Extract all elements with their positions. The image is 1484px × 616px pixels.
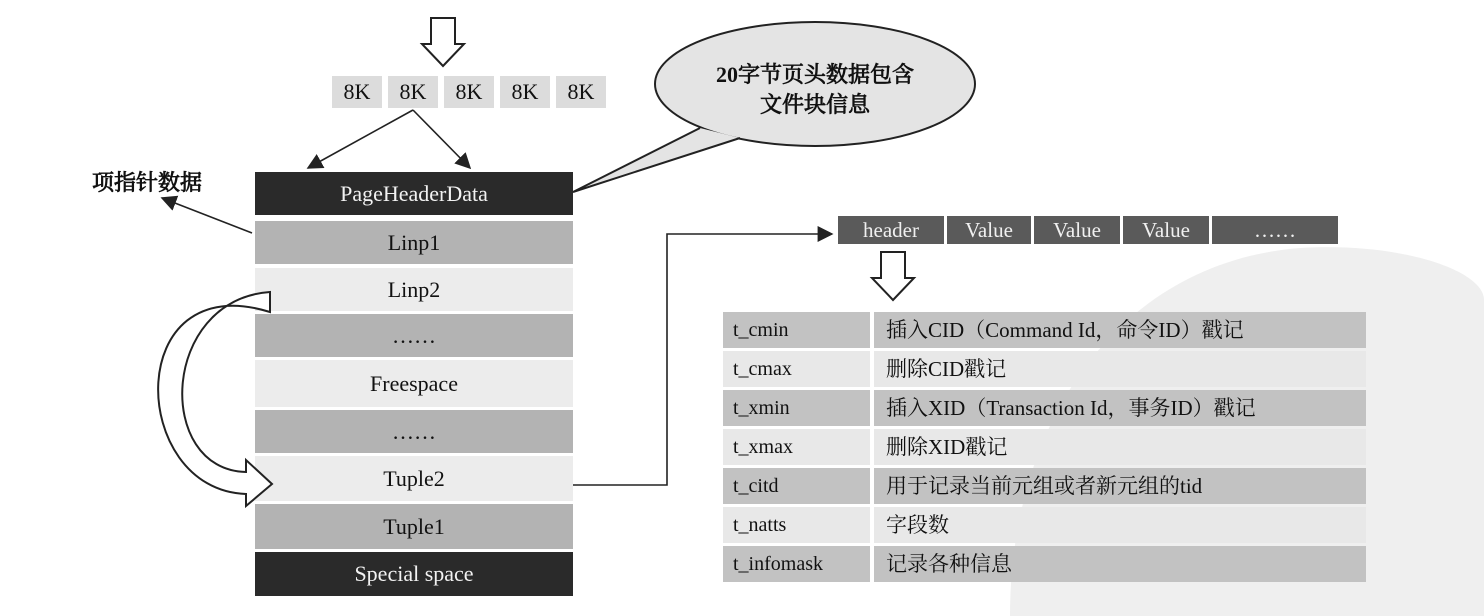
field-description: 字段数 bbox=[874, 507, 1366, 543]
block-8k: 8K bbox=[500, 76, 550, 108]
page-row: …… bbox=[255, 410, 573, 453]
table-row bbox=[723, 546, 1366, 582]
field-name: t_citd bbox=[723, 468, 870, 504]
item-pointer-label: 项指针数据 bbox=[92, 170, 203, 195]
field-name: t_xmax bbox=[723, 429, 870, 465]
strip-cell-value: Value bbox=[947, 216, 1031, 244]
page-row: …… bbox=[255, 314, 573, 357]
page-row: Tuple1 bbox=[255, 504, 573, 549]
field-name: t_cmax bbox=[723, 351, 870, 387]
strip-cell-header: header bbox=[838, 216, 944, 244]
table-row bbox=[723, 468, 1366, 504]
callout-line-1: 20字节页头数据包含 bbox=[715, 62, 914, 87]
field-description: 删除XID戳记 bbox=[874, 429, 1366, 465]
strip-cell-ellipsis: …… bbox=[1212, 216, 1338, 244]
field-description: 插入XID（Transaction Id，事务ID）戳记 bbox=[874, 390, 1366, 426]
callout-line-2: 文件块信息 bbox=[759, 92, 870, 117]
page-row: Linp1 bbox=[255, 221, 573, 264]
field-description: 用于记录当前元组或者新元组的tid bbox=[874, 468, 1366, 504]
field-description: 记录各种信息 bbox=[874, 546, 1366, 582]
block-8k: 8K bbox=[556, 76, 606, 108]
table-row bbox=[723, 390, 1366, 426]
block-8k: 8K bbox=[444, 76, 494, 108]
field-name: t_cmin bbox=[723, 312, 870, 348]
block-8k: 8K bbox=[388, 76, 438, 108]
block-8k: 8K bbox=[332, 76, 382, 108]
table-row bbox=[723, 507, 1366, 543]
field-description: 删除CID戳记 bbox=[874, 351, 1366, 387]
field-name: t_natts bbox=[723, 507, 870, 543]
table-row bbox=[723, 429, 1366, 465]
field-name: t_infomask bbox=[723, 546, 870, 582]
page-row: PageHeaderData bbox=[255, 172, 573, 215]
field-name: t_xmin bbox=[723, 390, 870, 426]
field-description: 插入CID（Command Id，命令ID）戳记 bbox=[874, 312, 1366, 348]
page-row: Special space bbox=[255, 552, 573, 596]
page-row: Freespace bbox=[255, 360, 573, 407]
table-row bbox=[723, 312, 1366, 348]
page-row: Linp2 bbox=[255, 268, 573, 311]
strip-cell-value: Value bbox=[1123, 216, 1209, 244]
table-row bbox=[723, 351, 1366, 387]
page-row: Tuple2 bbox=[255, 456, 573, 501]
curved-arrow-icon bbox=[158, 292, 272, 506]
strip-cell-value: Value bbox=[1034, 216, 1120, 244]
